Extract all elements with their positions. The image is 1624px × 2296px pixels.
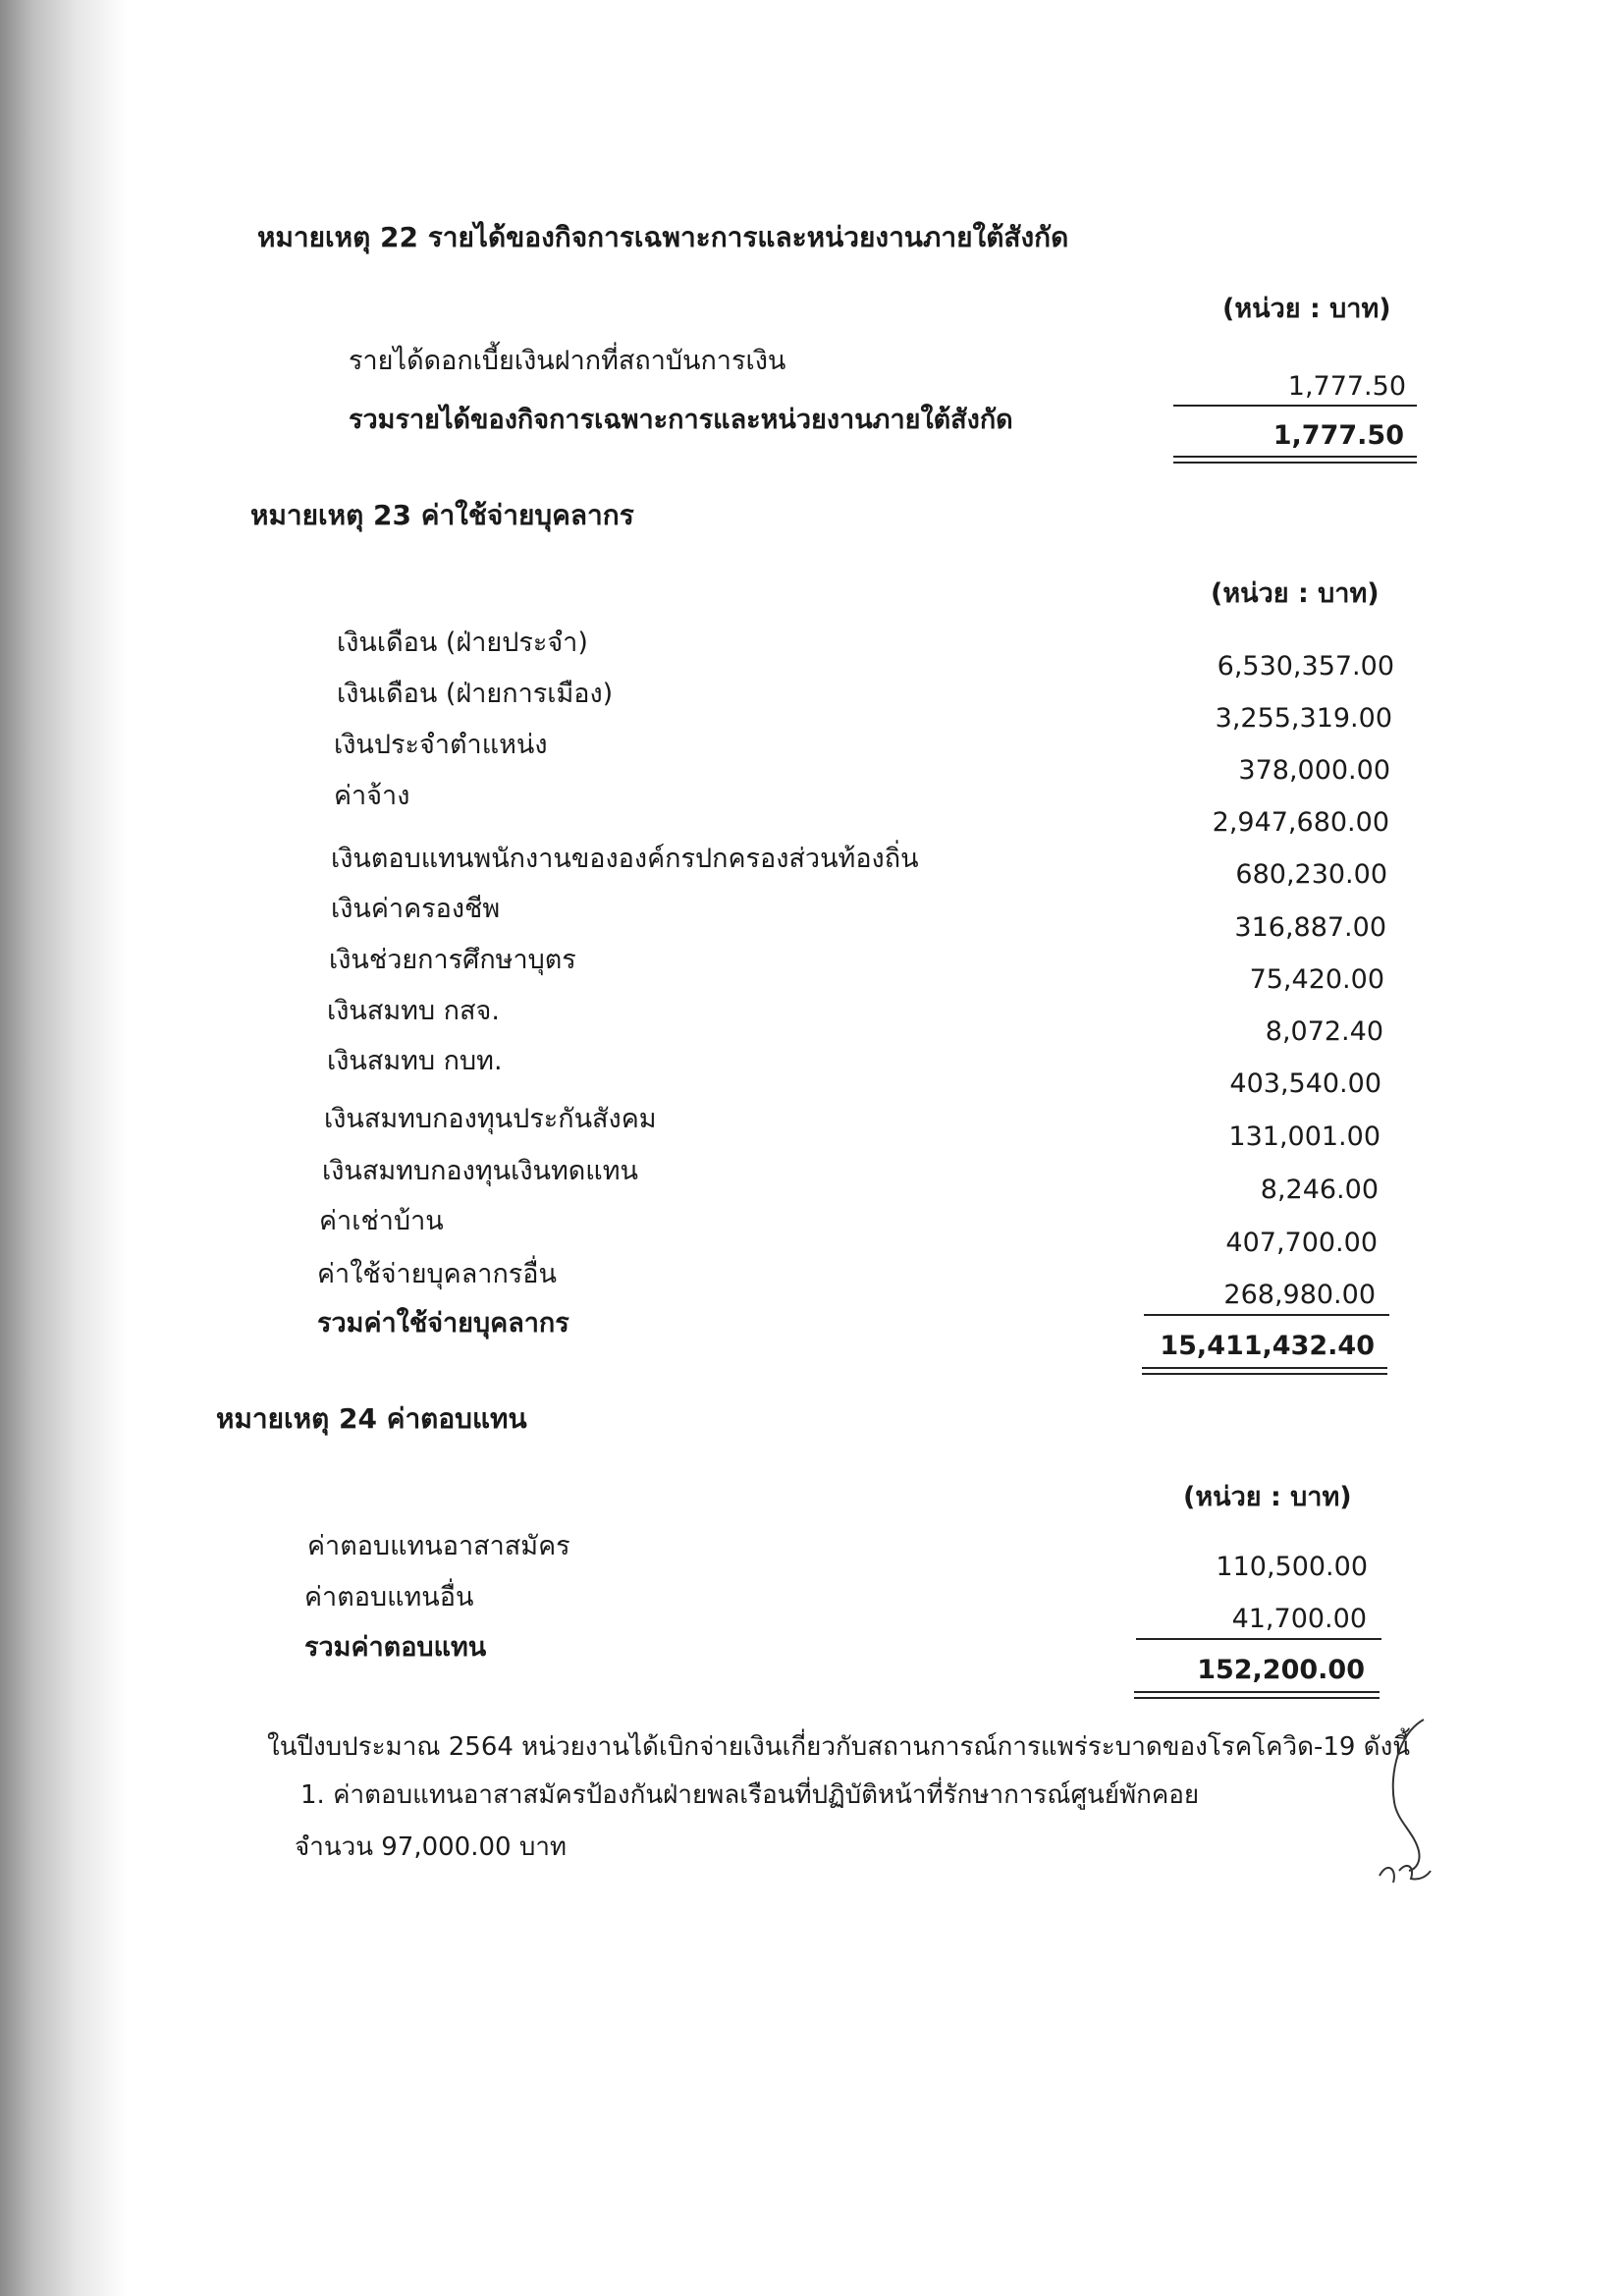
note24-total-amount: 152,200.00: [1197, 1655, 1365, 1685]
note23-total-amount: 15,411,432.40: [1160, 1331, 1375, 1361]
note23-item-label: ค่าจ้าง: [334, 781, 410, 811]
note23-item-label: เงินเดือน (ฝ่ายประจำ): [337, 628, 588, 658]
note22-unit: (หน่วย : บาท): [1222, 294, 1391, 324]
note23-item-label: เงินประจำตำแหน่ง: [334, 730, 548, 760]
note22-total-amount: 1,777.50: [1272, 420, 1404, 451]
covid-note-line3: จำนวน 97,000.00 บาท: [295, 1832, 568, 1862]
note23-item-amount: 378,000.00: [1238, 755, 1390, 786]
covid-note-line1: ในปีงบประมาณ 2564 หน่วยงานได้เบิกจ่ายเงินเกี่ยวกับสถานการณ์การแพร่ระบาดของโรคโควิด-19 ดังนี้: [267, 1732, 1411, 1762]
note23-total-label: รวมค่าใช้จ่ายบุคลากร: [317, 1308, 569, 1339]
note23-item-label: ค่าเช่าบ้าน: [319, 1206, 444, 1236]
note23-item-amount: 75,420.00: [1249, 964, 1384, 995]
note23-item-amount: 680,230.00: [1235, 859, 1387, 890]
note23-item-label: เงินค่าครองชีพ: [331, 894, 501, 924]
note24-total-double-rule: [1134, 1691, 1380, 1699]
note23-item-label: เงินตอบแทนพนักงานขององค์กรปกครองส่วนท้องถิ่น: [331, 844, 919, 874]
note23-item-amount: 131,001.00: [1228, 1121, 1380, 1152]
covid-note-line2: 1. ค่าตอบแทนอาสาสมัครป้องกันฝ่ายพลเรือนที่ปฏิบัติหน้าที่รักษาการณ์ศูนย์พักคอย: [300, 1780, 1200, 1810]
note24-item-amount: 41,700.00: [1231, 1604, 1367, 1634]
note22-subtotal-rule: [1173, 405, 1417, 407]
note23-item-amount: 268,980.00: [1223, 1280, 1376, 1310]
note24-unit: (หน่วย : บาท): [1183, 1482, 1352, 1512]
note23-total-double-rule: [1142, 1367, 1387, 1375]
note23-item-label: เงินสมทบ กสจ.: [327, 996, 500, 1026]
note23-item-amount: 3,255,319.00: [1215, 703, 1392, 734]
note24-item-label: ค่าตอบแทนอาสาสมัคร: [307, 1531, 570, 1561]
note23-item-amount: 2,947,680.00: [1212, 807, 1389, 838]
scan-edge-shadow: [0, 0, 128, 2296]
note24-title: หมายเหตุ 24 ค่าตอบแทน: [216, 1402, 527, 1435]
note23-item-amount: 6,530,357.00: [1217, 651, 1394, 682]
note23-item-label: เงินสมทบกองทุนเงินทดแทน: [322, 1156, 638, 1186]
note22-item-amount: 1,777.50: [1287, 371, 1406, 402]
note23-title: หมายเหตุ 23 ค่าใช้จ่ายบุคลากร: [250, 499, 634, 531]
note24-subtotal-rule: [1136, 1638, 1381, 1640]
note22-total-label: รวมรายได้ของกิจการเฉพาะการและหน่วยงานภายใต้สังกัด: [349, 405, 1013, 435]
note22-item-label: รายได้ดอกเบี้ยเงินฝากที่สถาบันการเงิน: [349, 346, 786, 376]
note22-title: หมายเหตุ 22 รายได้ของกิจการเฉพาะการและหน่วยงานภายใต้สังกัด: [257, 221, 1069, 253]
note24-item-amount: 110,500.00: [1216, 1552, 1368, 1582]
note23-item-amount: 316,887.00: [1234, 912, 1386, 943]
note23-item-amount: 407,700.00: [1225, 1228, 1378, 1258]
note24-total-label: รวมค่าตอบแทน: [304, 1632, 487, 1663]
note23-item-label: เงินสมทบกองทุนประกันสังคม: [324, 1104, 657, 1134]
note24-item-label: ค่าตอบแทนอื่น: [304, 1582, 474, 1613]
note23-subtotal-rule: [1144, 1314, 1389, 1316]
note23-unit: (หน่วย : บาท): [1211, 578, 1380, 609]
signature-mark: [1370, 1714, 1448, 1890]
note23-item-label: เงินสมทบ กบท.: [327, 1046, 503, 1076]
note23-item-label: ค่าใช้จ่ายบุคลากรอื่น: [317, 1259, 557, 1289]
note23-item-label: เงินเดือน (ฝ่ายการเมือง): [337, 679, 614, 709]
note23-item-amount: 403,540.00: [1229, 1068, 1381, 1099]
note23-item-amount: 8,072.40: [1265, 1016, 1383, 1047]
note23-item-label: เงินช่วยการศึกษาบุตร: [329, 945, 576, 975]
note22-total-double-rule: [1173, 456, 1417, 464]
note23-item-amount: 8,246.00: [1260, 1175, 1379, 1205]
